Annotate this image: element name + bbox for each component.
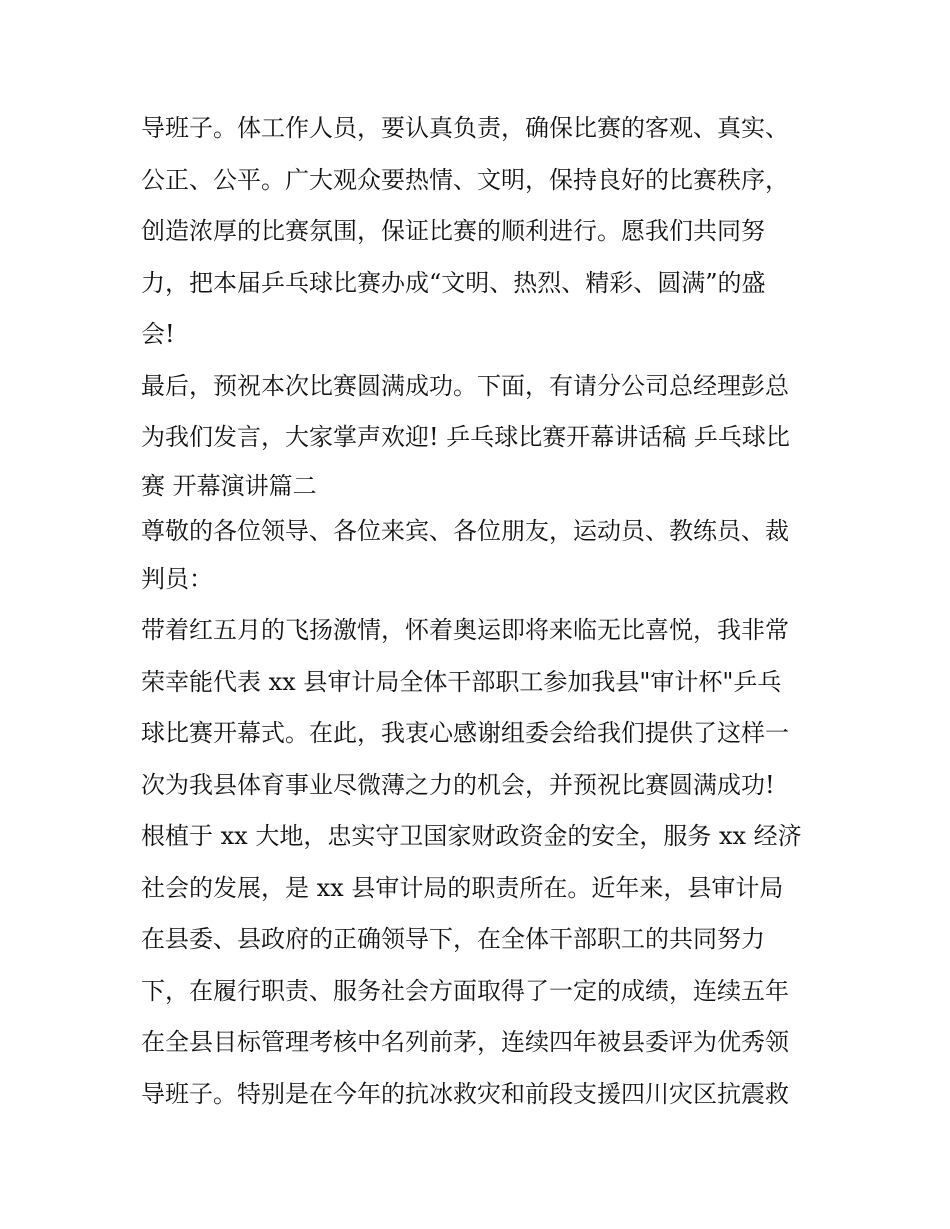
text-line: 公正、公平。广大观众要热情、文明，保持良好的比赛秩序，	[141, 165, 789, 194]
document-body	[141, 103, 821, 1120]
text-line: 创造浓厚的比赛氛围，保证比赛的顺利进行。愿我们共同努	[141, 217, 765, 245]
text-line: 判员：	[141, 564, 213, 593]
text-line: 赛 开幕演讲篇二	[141, 471, 317, 500]
text-line: 荣幸能代表 xx 县审计局全体干部职工参加我县"审计杯"乒乓	[141, 667, 782, 696]
text-line: 导班子。体工作人员，要认真负责，确保比赛的客观、真实、	[141, 114, 789, 142]
text-line: 在县委、县政府的正确领导下，在全体干部职工的共同努力	[141, 925, 765, 953]
text-line: 带着红五月的飞扬激情，怀着奥运即将来临无比喜悦，我非常	[141, 616, 789, 644]
text-line: 最后，预祝本次比赛圆满成功。下面，有请分公司总经理彭总	[141, 371, 789, 400]
text-line: 次为我县体育事业尽微薄之力的机会，并预祝比赛圆满成功!	[141, 770, 775, 799]
text-line: 会!	[141, 320, 175, 348]
text-line: 为我们发言，大家掌声欢迎! 乒乓球比赛开幕讲话稿 乒乓球比	[141, 423, 790, 451]
text-line: 在全县目标管理考核中名列前茅，连续四年被县委评为优秀领	[141, 1028, 789, 1056]
text-line: 根植于 xx 大地，忠实守卫国家财政资金的安全，服务 xx 经济	[141, 822, 802, 850]
text-line: 力，把本届乒乓球比赛办成“文明、热烈、精彩、圆满”的盛	[141, 268, 766, 297]
text-line: 社会的发展，是 xx 县审计局的职责所在。近年来，县审计局	[141, 873, 784, 902]
text-line: 尊敬的各位领导、各位来宾、各位朋友，运动员、教练员、裁	[141, 516, 789, 545]
text-line: 下，在履行职责、服务社会方面取得了一定的成绩，连续五年	[141, 976, 789, 1005]
text-line: 导班子。特别是在今年的抗冰救灾和前段支援四川灾区抗震救	[141, 1079, 789, 1108]
text-line: 球比赛开幕式。在此，我衷心感谢组委会给我们提供了这样一	[141, 719, 789, 747]
